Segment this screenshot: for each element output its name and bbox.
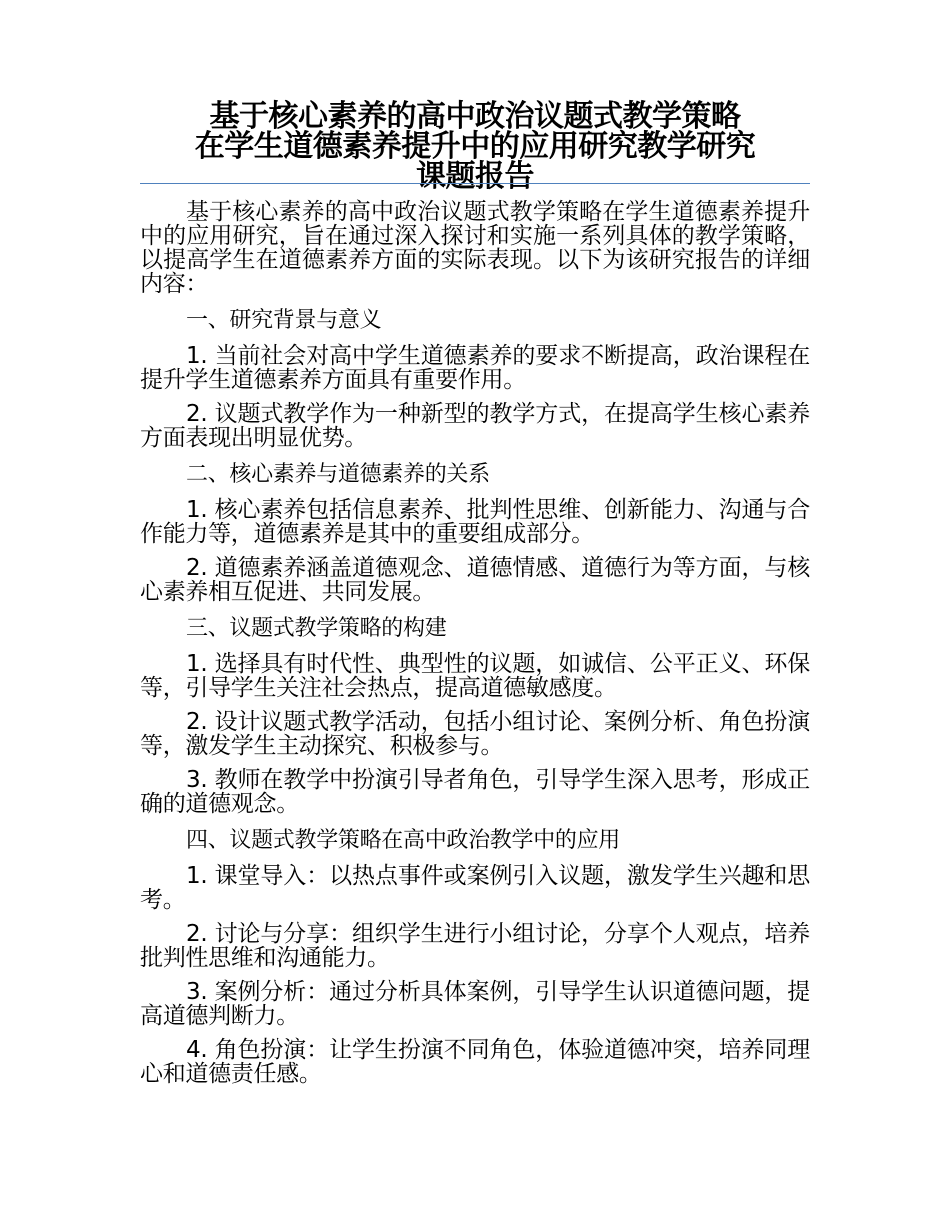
section-4-item-2: 2. 讨论与分享：组织学生进行小组讨论，分享个人观点，培养批判性思维和沟通能力。 xyxy=(140,921,810,971)
section-heading-1: 一、研究背景与意义 xyxy=(186,308,382,333)
section-4-item-4: 4. 角色扮演：让学生扮演不同角色，体验道德冲突，培养同理心和道德责任感。 xyxy=(140,1037,810,1087)
intro-paragraph: 基于核心素养的高中政治议题式教学策略在学生道德素养提升中的应用研究，旨在通过深入探讨和实施一系列具体的教学策略，以提高学生在道德素养方面的实际表现。以下为该研究报告的详细内容： xyxy=(140,199,810,297)
section-heading-3: 三、议题式教学策略的构建 xyxy=(186,616,447,641)
title-divider xyxy=(140,183,810,184)
document-title xyxy=(140,99,810,194)
section-3-item-2: 2. 设计议题式教学活动，包括小组讨论、案例分析、角色扮演等，激发学生主动探究、积极参与。 xyxy=(140,709,810,759)
title-line-3: 课题报告 xyxy=(416,159,534,194)
title-line-1: 基于核心素养的高中政治议题式教学策略 xyxy=(209,99,741,134)
section-4-item-3: 3. 案例分析：通过分析具体案例，引导学生认识道德问题，提高道德判断力。 xyxy=(140,979,810,1029)
section-1-item-2: 2. 议题式教学作为一种新型的教学方式，在提高学生核心素养方面表现出明显优势。 xyxy=(140,401,810,451)
section-2-item-1: 1. 核心素养包括信息素养、批判性思维、创新能力、沟通与合作能力等，道德素养是其中的重要组成部分。 xyxy=(140,497,810,547)
section-3-item-3: 3. 教师在教学中扮演引导者角色，引导学生深入思考，形成正确的道德观念。 xyxy=(140,767,810,817)
title-line-2: 在学生道德素养提升中的应用研究教学研究 xyxy=(194,129,756,164)
section-heading-4: 四、议题式教学策略在高中政治教学中的应用 xyxy=(186,828,621,853)
document-body xyxy=(140,200,810,1096)
section-4-item-1: 1. 课堂导入：以热点事件或案例引入议题，激发学生兴趣和思考。 xyxy=(140,863,810,913)
section-heading-2: 二、核心素养与道德素养的关系 xyxy=(186,462,490,487)
section-1-item-1: 1. 当前社会对高中学生道德素养的要求不断提高，政治课程在提升学生道德素养方面具有重要作用。 xyxy=(140,343,810,393)
section-2-item-2: 2. 道德素养涵盖道德观念、道德情感、道德行为等方面，与核心素养相互促进、共同发展。 xyxy=(140,555,810,605)
section-3-item-1: 1. 选择具有时代性、典型性的议题，如诚信、公平正义、环保等，引导学生关注社会热点，提高道德敏感度。 xyxy=(140,651,810,701)
